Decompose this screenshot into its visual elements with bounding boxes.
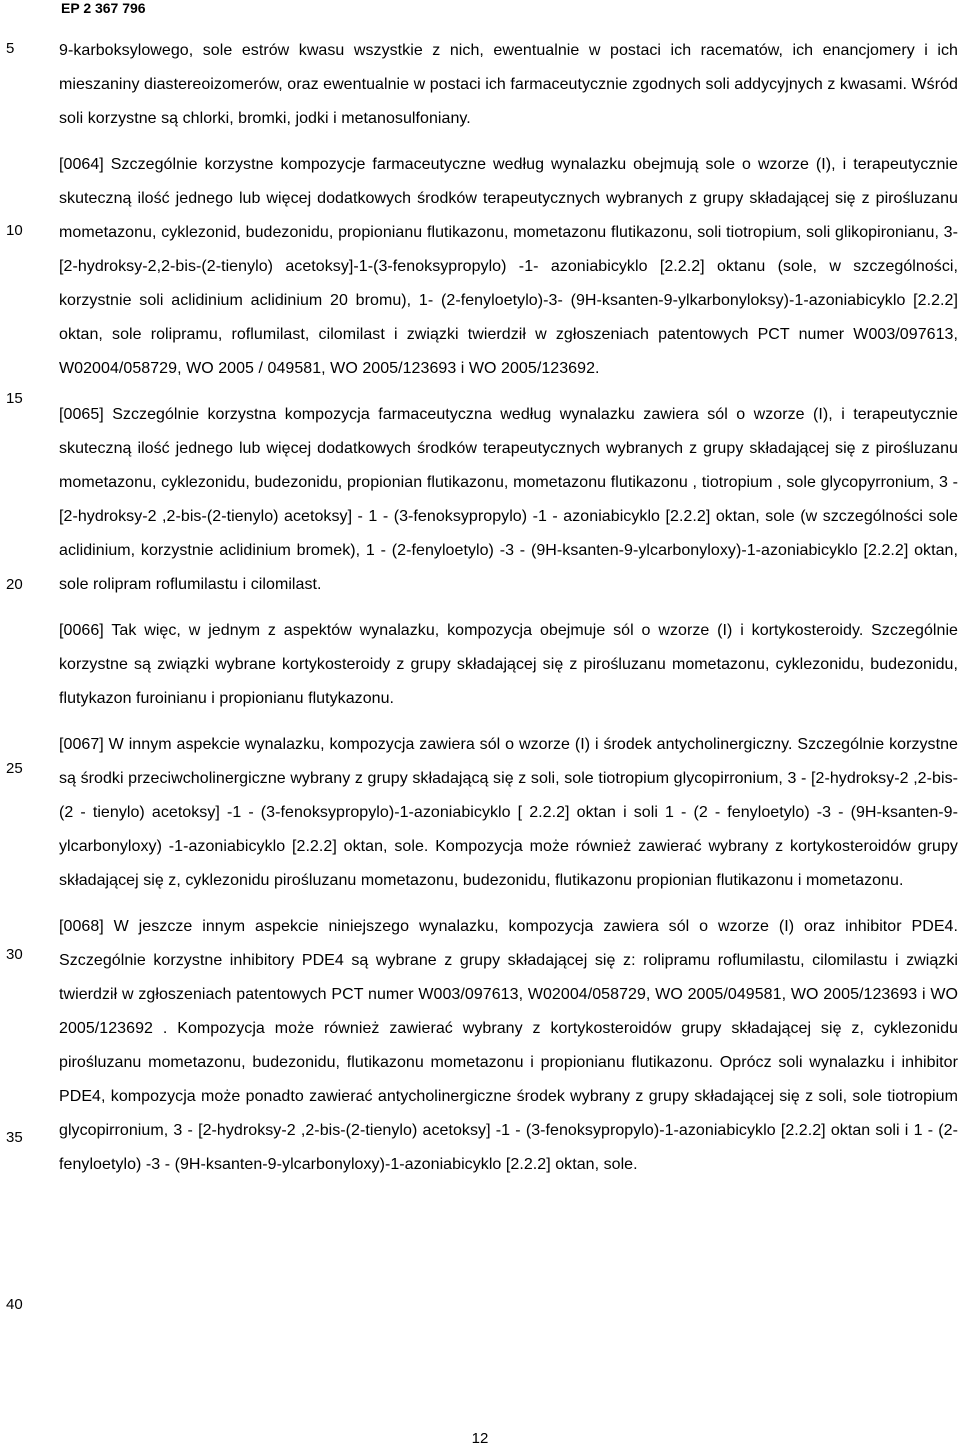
line-number-margin <box>0 0 40 1451</box>
line-number: 35 <box>6 1129 23 1146</box>
line-number: 10 <box>6 222 23 239</box>
paragraph-0068: [0068] W jeszcze innym aspekcie niniejszego wynalazku, kompozycja zawiera sól o wzorze (I) oraz inhibitor PDE4. Szczególnie korzystne inhibitory PDE4 są wybrane z grupy składającej się z: rolipramu roflumilastu, cilomilastu i związki twierdził w zgłoszeniach patentowych PCT numer W003/097613, W02004/058729, WO 2005/049581, WO 2005/123693 i WO 2005/123692 . Kompozycja może również zawierać wybrany z kortykosteroidów grupy składającej się z, cyklezonidu pirośluzanu mometazonu, budezonidu, flutikazonu mometazonu i propionianu flutikazonu. Oprócz soli wynalazku i inhibitor PDE4, kompozycja może ponadto zawierać antycholinergiczne środek wybrany z grupy składającej się z soli, sole tiotropium glycopirronium, 3 - [2-hydroksy-2 ,2-bis-(2-tienylo) acetoksy] -1 - (3-fenoksypropylo)-1-azoniabicyklo [2.2.2] oktan soli i 1 - (2-fenyloetylo) -3 - (9H-ksanten-9-ylcarbonyloxy)-1-azoniabicyklo [2.2.2] oktan, sole. <box>59 918 958 1173</box>
page-number: 12 <box>471 1430 489 1447</box>
patent-number-header: EP 2 367 796 <box>61 0 146 16</box>
line-number: 20 <box>6 576 23 593</box>
document-body <box>59 34 958 1182</box>
line-number: 5 <box>6 40 15 57</box>
paragraph-0065: [0065] Szczególnie korzystna kompozycja farmaceutyczna według wynalazku zawiera sól o wzorze (I), i terapeutycznie skuteczną ilość jednego lub więcej dodatkowych środków terapeutycznych wybranych z grupy składającej się z pirośluzanu mometazonu, cyklezonidu, budezonidu, propionian flutikazonu, mometazonu flutikazonu , tiotropium , sole glycopyrronium, 3 - [2-hydroksy-2 ,2-bis-(2-tienylo) acetoksy] - 1 - (3-fenoksypropylo) -1 - azoniabicyklo [2.2.2] oktan, sole (w szczególności sole aclidinium, korzystnie aclidinium bromek), 1 - (2-fenyloetylo) -3 - (9H-ksanten-9-ylcarbonyloxy)-1-azoniabicyklo [2.2.2] oktan, sole rolipram roflumilastu i cilomilast. <box>59 406 958 593</box>
paragraph-continuation: 9-karboksylowego, sole estrów kwasu wszystkie z nich, ewentualnie w postaci ich racematów, ich enancjomery i ich mieszaniny diastereoizomerów, oraz ewentualnie w postaci ich farmaceutycznie zgodnych soli addycyjnych z kwasami. Wśród soli korzystne są chlorki, bromki, jodki i metanosulfoniany. <box>59 42 958 127</box>
line-number: 15 <box>6 390 23 407</box>
paragraph-0066: [0066] Tak więc, w jednym z aspektów wynalazku, kompozycja obejmuje sól o wzorze (I) i kortykosteroidy. Szczególnie korzystne są związki wybrane kortykosteroidy z grupy składającej się z pirośluzanu mometazonu, cyklezonidu, budezonidu, flutykazon furoinianu i propionianu flutykazonu. <box>59 622 958 707</box>
line-number: 30 <box>6 946 23 963</box>
paragraph-0067: [0067] W innym aspekcie wynalazku, kompozycja zawiera sól o wzorze (I) i środek antycholinergiczny. Szczególnie korzystne są środki przeciwcholinergiczne wybrany z grupy składającą się z soli, sole tiotropium glycopirronium, 3 - [2-hydroksy-2 ,2-bis-(2 - tienylo) acetoksy] -1 - (3-fenoksypropylo)-1-azoniabicyklo [ 2.2.2] oktan i soli 1 - (2 - fenyloetylo) -3 - (9H-ksanten-9-ylcarbonyloxy) -1-azoniabicyklo [2.2.2] oktan, sole. Kompozycja może również zawierać wybrany z kortykosteroidów grupy składającej się z, cyklezonidu pirośluzanu mometazonu, budezonidu, flutikazonu propionian flutikazonu i mometazonu. <box>59 736 958 889</box>
line-number: 40 <box>6 1296 23 1313</box>
paragraph-0064: [0064] Szczególnie korzystne kompozycje farmaceutyczne według wynalazku obejmują sole o wzorze (I), i terapeutycznie skuteczną ilość jednego lub więcej dodatkowych środków terapeutycznych wybranych z grupy składającej się z pirośluzanu mometazonu, cyklezonid, budezonidu, propionianu flutikazonu, mometazonu flutikazonu, soli tiotropium, soli glikopironianu, 3-[2-hydroksy-2,2-bis-(2-tienylo) acetoksy]-1-(3-fenoksypropylo) -1- azoniabicyklo [2.2.2] oktanu (sole, w szczególności, korzystnie soli aclidinium aclidinium 20 bromu), 1- (2-fenyloetylo)-3- (9H-ksanten-9-ylkarbonyloksy)-1-azoniabicyklo [2.2.2] oktan, sole rolipramu, roflumilast, cilomilast i związki twierdził w zgłoszeniach patentowych PCT numer W003/097613, W02004/058729, WO 2005 / 049581, WO 2005/123693 i WO 2005/123692. <box>59 156 958 377</box>
line-number: 25 <box>6 760 23 777</box>
